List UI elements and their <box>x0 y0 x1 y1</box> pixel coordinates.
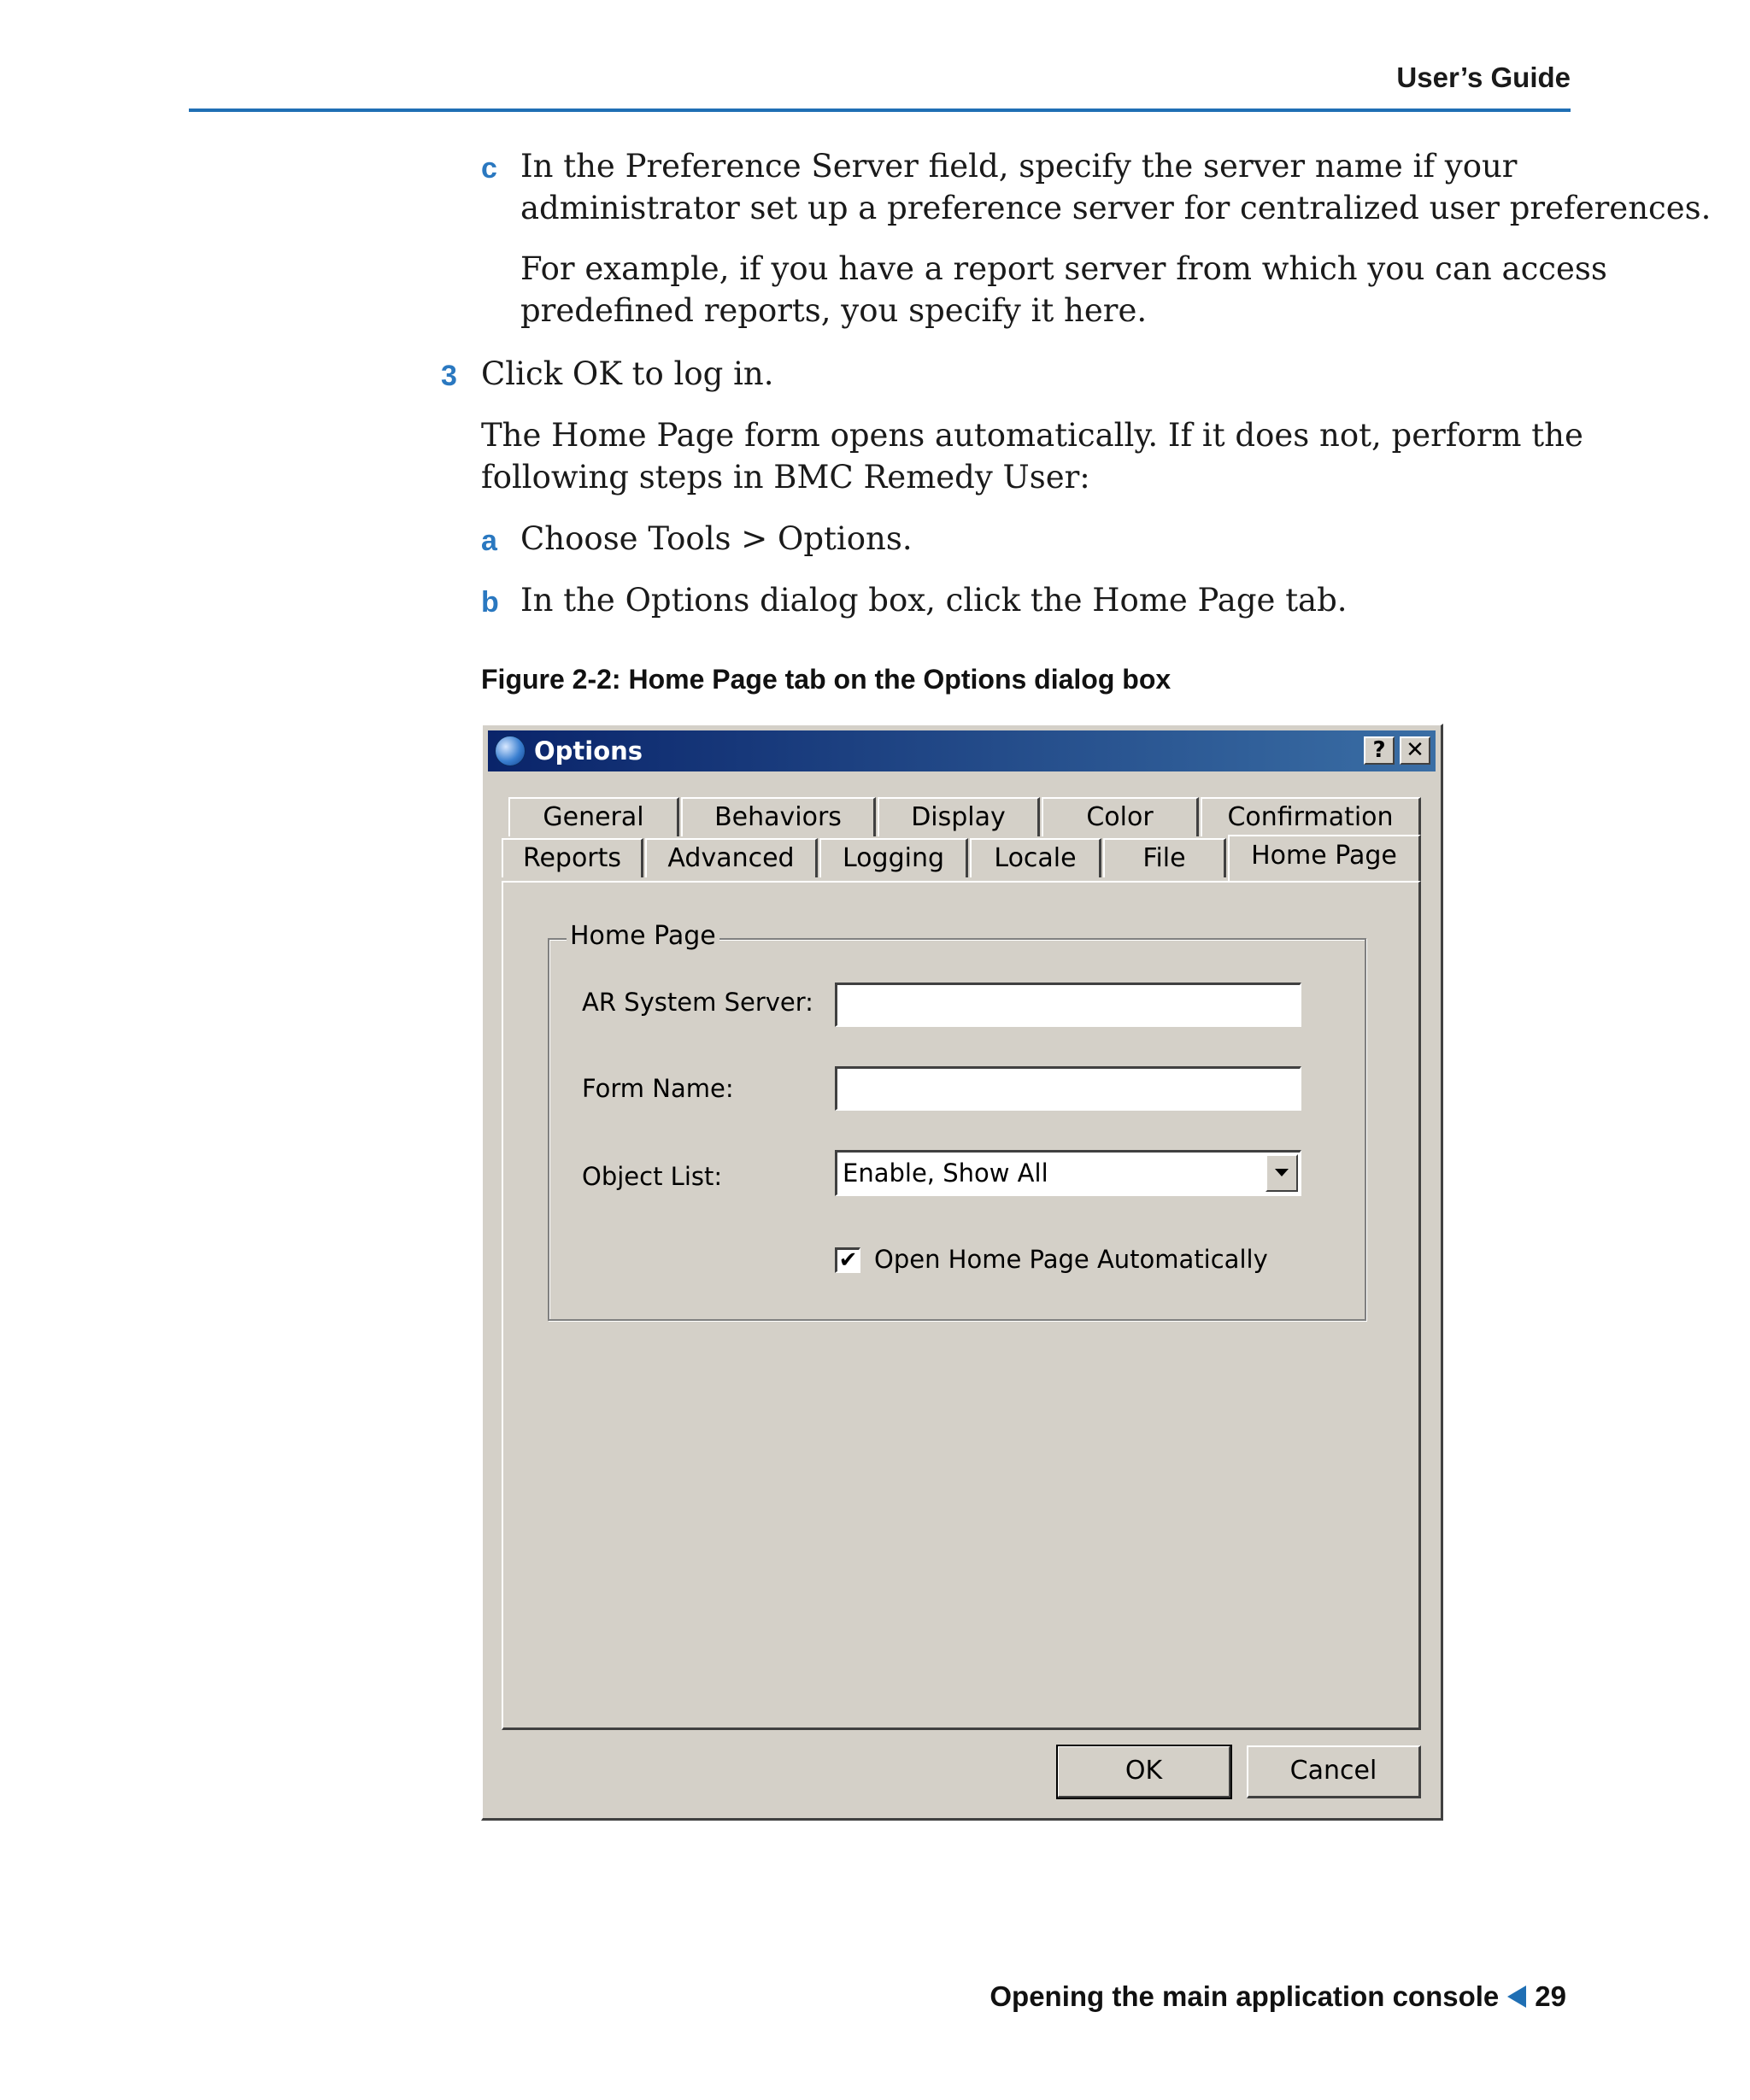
tab-behaviors[interactable]: Behaviors <box>681 797 876 836</box>
step-3-text: Click OK to log in. <box>481 355 774 392</box>
tab-confirmation[interactable]: Confirmation <box>1201 797 1421 836</box>
tab-file[interactable]: File <box>1103 838 1226 877</box>
paragraph-line2: following steps in BMC Remedy User: <box>481 459 1090 496</box>
form-name-input[interactable] <box>835 1066 1301 1111</box>
step-3-marker: 3 <box>441 360 457 392</box>
header-rule <box>189 109 1571 112</box>
chevron-down-icon <box>1275 1169 1289 1176</box>
object-list-value: Enable, Show All <box>843 1159 1048 1188</box>
page-footer <box>990 1980 1566 2013</box>
tab-general[interactable]: General <box>508 797 679 836</box>
step-b-marker: b <box>481 586 499 619</box>
step-c-example-line1: For example, if you have a report server from which you can access <box>520 250 1607 287</box>
tab-color[interactable]: Color <box>1042 797 1199 836</box>
open-auto-label: Open Home Page Automatically <box>874 1245 1268 1274</box>
tab-advanced[interactable]: Advanced <box>645 838 818 877</box>
home-page-groupbox <box>548 921 1366 1321</box>
figure-caption: Figure 2-2: Home Page tab on the Options dialog box <box>481 664 1172 695</box>
step-c-line1: In the Preference Server field, specify the server name if your <box>520 148 1518 185</box>
page-number: 29 <box>1535 1980 1566 2012</box>
dropdown-button[interactable] <box>1266 1154 1298 1192</box>
cancel-button[interactable]: Cancel <box>1247 1745 1421 1798</box>
tab-locale[interactable]: Locale <box>970 838 1101 877</box>
tab-home-page[interactable]: Home Page <box>1228 835 1421 881</box>
tab-logging[interactable]: Logging <box>819 838 968 877</box>
home-page-panel <box>502 881 1421 1730</box>
dialog-titlebar[interactable] <box>488 730 1436 771</box>
open-auto-checkbox[interactable]: ✔ <box>835 1247 860 1273</box>
step-c-line2: administrator set up a preference server for centralized user preferences. <box>520 190 1712 226</box>
step-b-text: In the Options dialog box, click the Home Page tab. <box>520 582 1348 619</box>
paragraph-line1: The Home Page form opens automatically. If it does not, perform the <box>481 417 1583 454</box>
close-button[interactable]: ✕ <box>1400 736 1430 765</box>
tab-display[interactable]: Display <box>878 797 1040 836</box>
options-dialog <box>481 724 1443 1821</box>
help-button[interactable]: ? <box>1364 736 1395 765</box>
tab-reports[interactable]: Reports <box>502 838 643 877</box>
dialog-title: Options <box>534 736 643 766</box>
ok-button[interactable]: OK <box>1057 1745 1231 1798</box>
form-name-label: Form Name: <box>582 1074 734 1103</box>
globe-icon <box>495 736 526 766</box>
groupbox-label: Home Page <box>567 921 719 951</box>
triangle-left-icon <box>1507 1986 1526 2008</box>
step-c-marker: c <box>481 152 497 185</box>
object-list-select[interactable] <box>835 1150 1301 1196</box>
object-list-label: Object List: <box>582 1162 723 1191</box>
ar-server-input[interactable] <box>835 983 1301 1027</box>
ar-server-label: AR System Server: <box>582 988 813 1017</box>
footer-section-title: Opening the main application console <box>990 1980 1500 2012</box>
step-a-text: Choose Tools > Options. <box>520 520 913 557</box>
step-a-marker: a <box>481 525 497 557</box>
step-c-example-line2: predefined reports, you specify it here. <box>520 292 1148 329</box>
running-header: User’s Guide <box>1396 62 1571 93</box>
